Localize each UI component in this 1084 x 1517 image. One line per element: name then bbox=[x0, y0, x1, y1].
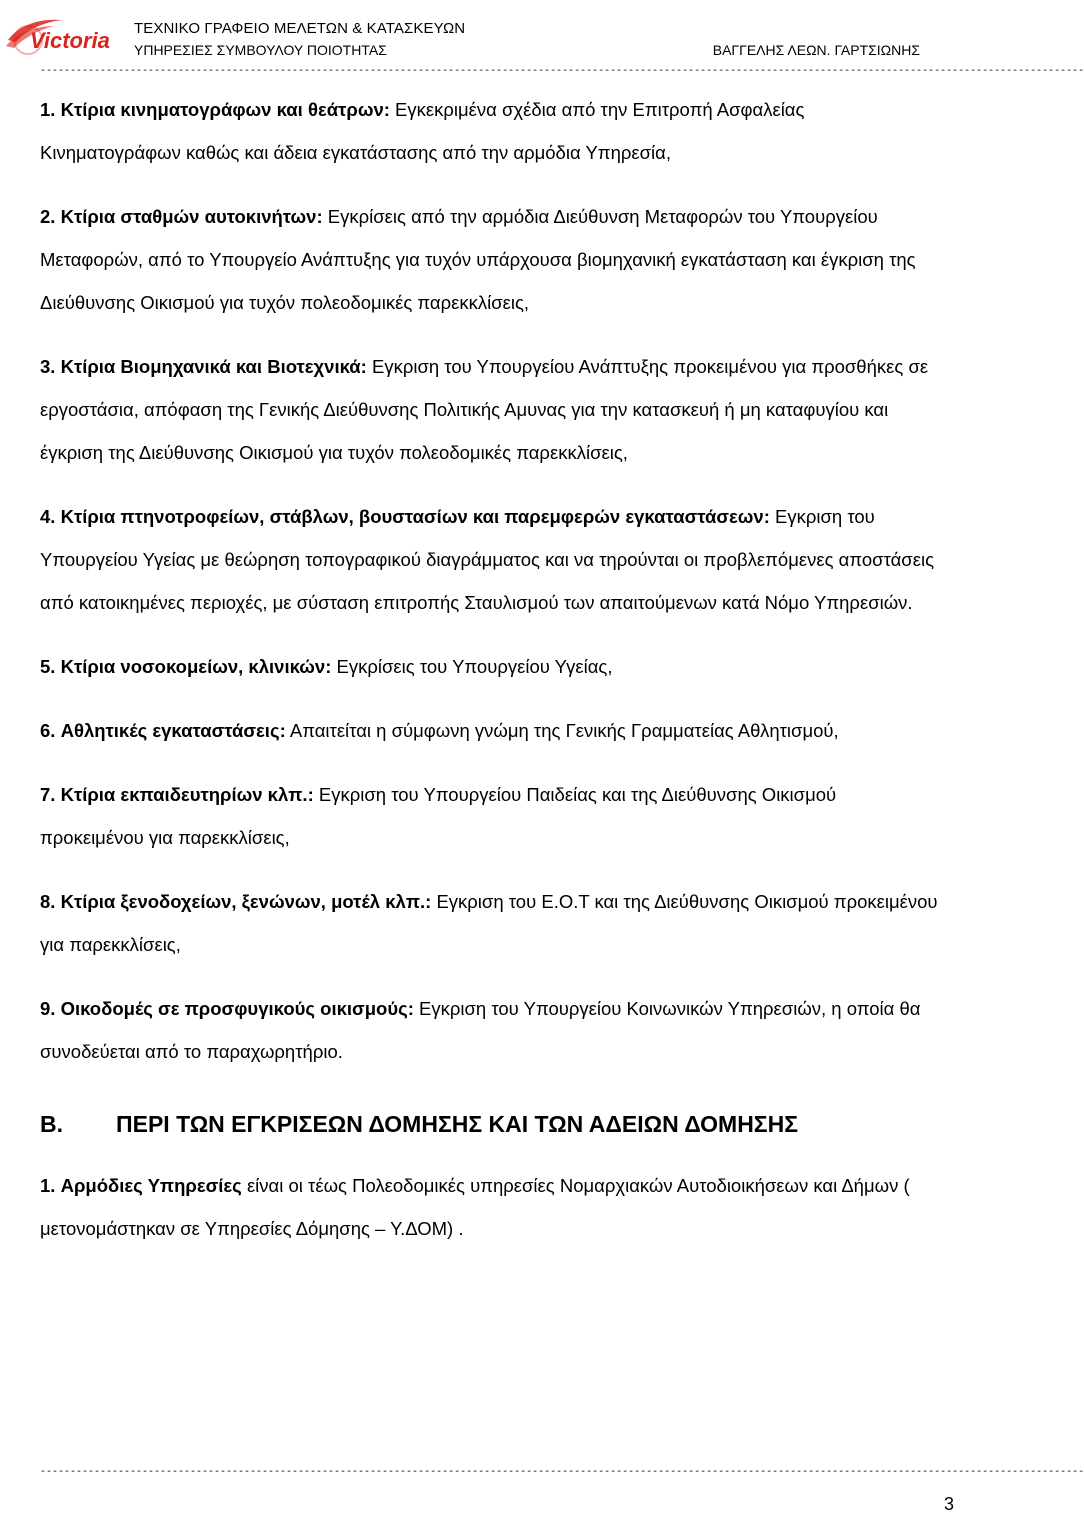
item-text: είναι οι τέως Πολεοδομικές υπηρεσίες Νομαρχιακών Αυτοδιοικήσεων και Δήμων ( μετονομάστηκαν σε Υπηρεσίες Δόμησης – Υ.ΔΟΜ) . bbox=[40, 1175, 910, 1239]
section-letter: Β. bbox=[40, 1111, 63, 1137]
item-number: 2. bbox=[40, 206, 56, 227]
page-number: 3 bbox=[943, 1494, 954, 1514]
item-heading: Οικοδομές σε προσφυγικούς οικισμούς: bbox=[60, 998, 414, 1019]
item-number: 5. bbox=[40, 656, 56, 677]
item-text: Εγκριση του Ε.Ο.Τ και της Διεύθυνσης Οικισμού προκειμένου για παρεκκλίσεις, bbox=[40, 891, 938, 955]
item-text: Απαιτείται η σύμφωνη γνώμη της Γενικής Γραμματείας Αθλητισμού, bbox=[289, 720, 839, 741]
item-number: 1. bbox=[40, 1175, 56, 1196]
page-header bbox=[0, 0, 960, 70]
list-item bbox=[40, 1164, 940, 1250]
item-text: Εγκρίσεις του Υπουργείου Υγείας, bbox=[336, 656, 613, 677]
list-item bbox=[40, 195, 940, 324]
item-number: 1. bbox=[40, 99, 56, 120]
item-text: Εγκεκριμένα σχέδια από την Επιτροπή Ασφαλείας Κινηματογράφων καθώς και άδεια εγκατάστασης από την αρμόδια Υπηρεσία, bbox=[40, 99, 805, 163]
item-heading: Αρμόδιες Υπηρεσίες bbox=[60, 1175, 242, 1196]
list-item bbox=[40, 495, 940, 624]
item-heading: Κτίρια ξενοδοχείων, ξενώνων, μοτέλ κλπ.: bbox=[60, 891, 432, 912]
item-number: 3. bbox=[40, 356, 56, 377]
list-item bbox=[40, 709, 940, 752]
item-text: Εγκριση του Υπουργείου Ανάπτυξης προκειμένου για προσθήκες σε εργοστάσια, απόφαση της Γενικής Διεύθυνσης Πολιτικής Αμυνας για την κατασκευή ή μη καταφυγίου και έγκριση της Διεύθυνσης Οικισμού για τυχόν πολεοδομικές παρεκκλίσεις, bbox=[40, 356, 929, 463]
company-services: ΥΠΗΡΕΣΙΕΣ ΣΥΜΒΟΥΛΟΥ ΠΟΙΟΤΗΤΑΣ bbox=[134, 42, 387, 58]
list-item bbox=[40, 987, 940, 1073]
item-heading: Κτίρια Βιομηχανικά και Βιοτεχνικά: bbox=[60, 356, 367, 377]
item-number: 7. bbox=[40, 784, 56, 805]
item-text: Εγκριση του Υπουργείου Υγείας με θεώρηση τοπογραφικού διαγράμματος και να τηρούνται οι προβλεπόμενες αποστάσεις από κατοικημένες περιοχές, με σύσταση επιτροπής Σταυλισμού των απαιτούμενων κατά Νόμο Υπηρεσιών. bbox=[40, 506, 934, 613]
company-name: ΤΕΧΝΙΚΟ ΓΡΑΦΕΙΟ ΜΕΛΕΤΩΝ & ΚΑΤΑΣΚΕΥΩΝ bbox=[134, 20, 466, 37]
item-heading: Κτίρια νοσοκομείων, κλινικών: bbox=[60, 656, 332, 677]
item-number: 9. bbox=[40, 998, 56, 1019]
victoria-logo bbox=[4, 10, 130, 62]
section-title-text: ΠΕΡΙ ΤΩΝ ΕΓΚΡΙΣΕΩΝ ΔΟΜΗΣΗΣ ΚΑΙ ΤΩΝ ΑΔΕΙΩΝ ΔΟΜΗΣΗΣ bbox=[116, 1111, 799, 1137]
item-number: 4. bbox=[40, 506, 56, 527]
item-number: 8. bbox=[40, 891, 56, 912]
item-text: Εγκρίσεις από την αρμόδια Διεύθυνση Μεταφορών του Υπουργείου Μεταφορών, από το Υπουργείο Ανάπτυξης για τυχόν υπάρχουσα βιομηχανική εγκατάσταση και έγκριση της Διεύθυνσης Οικισμού για τυχόν πολεοδομικές παρεκκλίσεις, bbox=[40, 206, 916, 313]
list-item bbox=[40, 345, 940, 474]
list-item bbox=[40, 773, 940, 859]
list-item bbox=[40, 880, 940, 966]
item-heading: Κτίρια εκπαιδευτηρίων κλπ.: bbox=[60, 784, 314, 805]
section-heading bbox=[40, 1094, 940, 1154]
item-number: 6. bbox=[40, 720, 56, 741]
item-heading: Κτίρια κινηματογράφων και θεάτρων: bbox=[60, 99, 390, 120]
header-divider: ------------------------------------------------------------------------------------------------------------------------------------------------------------------------------ bbox=[40, 66, 1084, 77]
list-item bbox=[40, 88, 940, 174]
document-body bbox=[40, 88, 940, 1250]
item-text: Εγκριση του Υπουργείου Κοινωνικών Υπηρεσιών, η οποία θα συνοδεύεται από το παραχωρητήριο. bbox=[40, 998, 921, 1062]
item-heading: Κτίρια πτηνοτροφείων, στάβλων, βουστασίων και παρεμφερών εγκαταστάσεων: bbox=[60, 506, 770, 527]
list-item bbox=[40, 645, 940, 688]
item-text: Εγκριση του Υπουργείου Παιδείας και της Διεύθυνσης Οικισμού προκειμένου για παρεκκλίσεις, bbox=[40, 784, 837, 848]
author-name: ΒΑΓΓΕΛΗΣ ΛΕΩΝ. ΓΑΡΤΣΙΩΝΗΣ bbox=[712, 42, 920, 58]
logo-wordmark: Victoria bbox=[30, 28, 110, 53]
item-heading: Αθλητικές εγκαταστάσεις: bbox=[60, 720, 286, 741]
item-heading: Κτίρια σταθμών αυτοκινήτων: bbox=[60, 206, 323, 227]
footer-divider: ------------------------------------------------------------------------------------------------------------------------------------------------------------------------------ bbox=[40, 1467, 1084, 1478]
